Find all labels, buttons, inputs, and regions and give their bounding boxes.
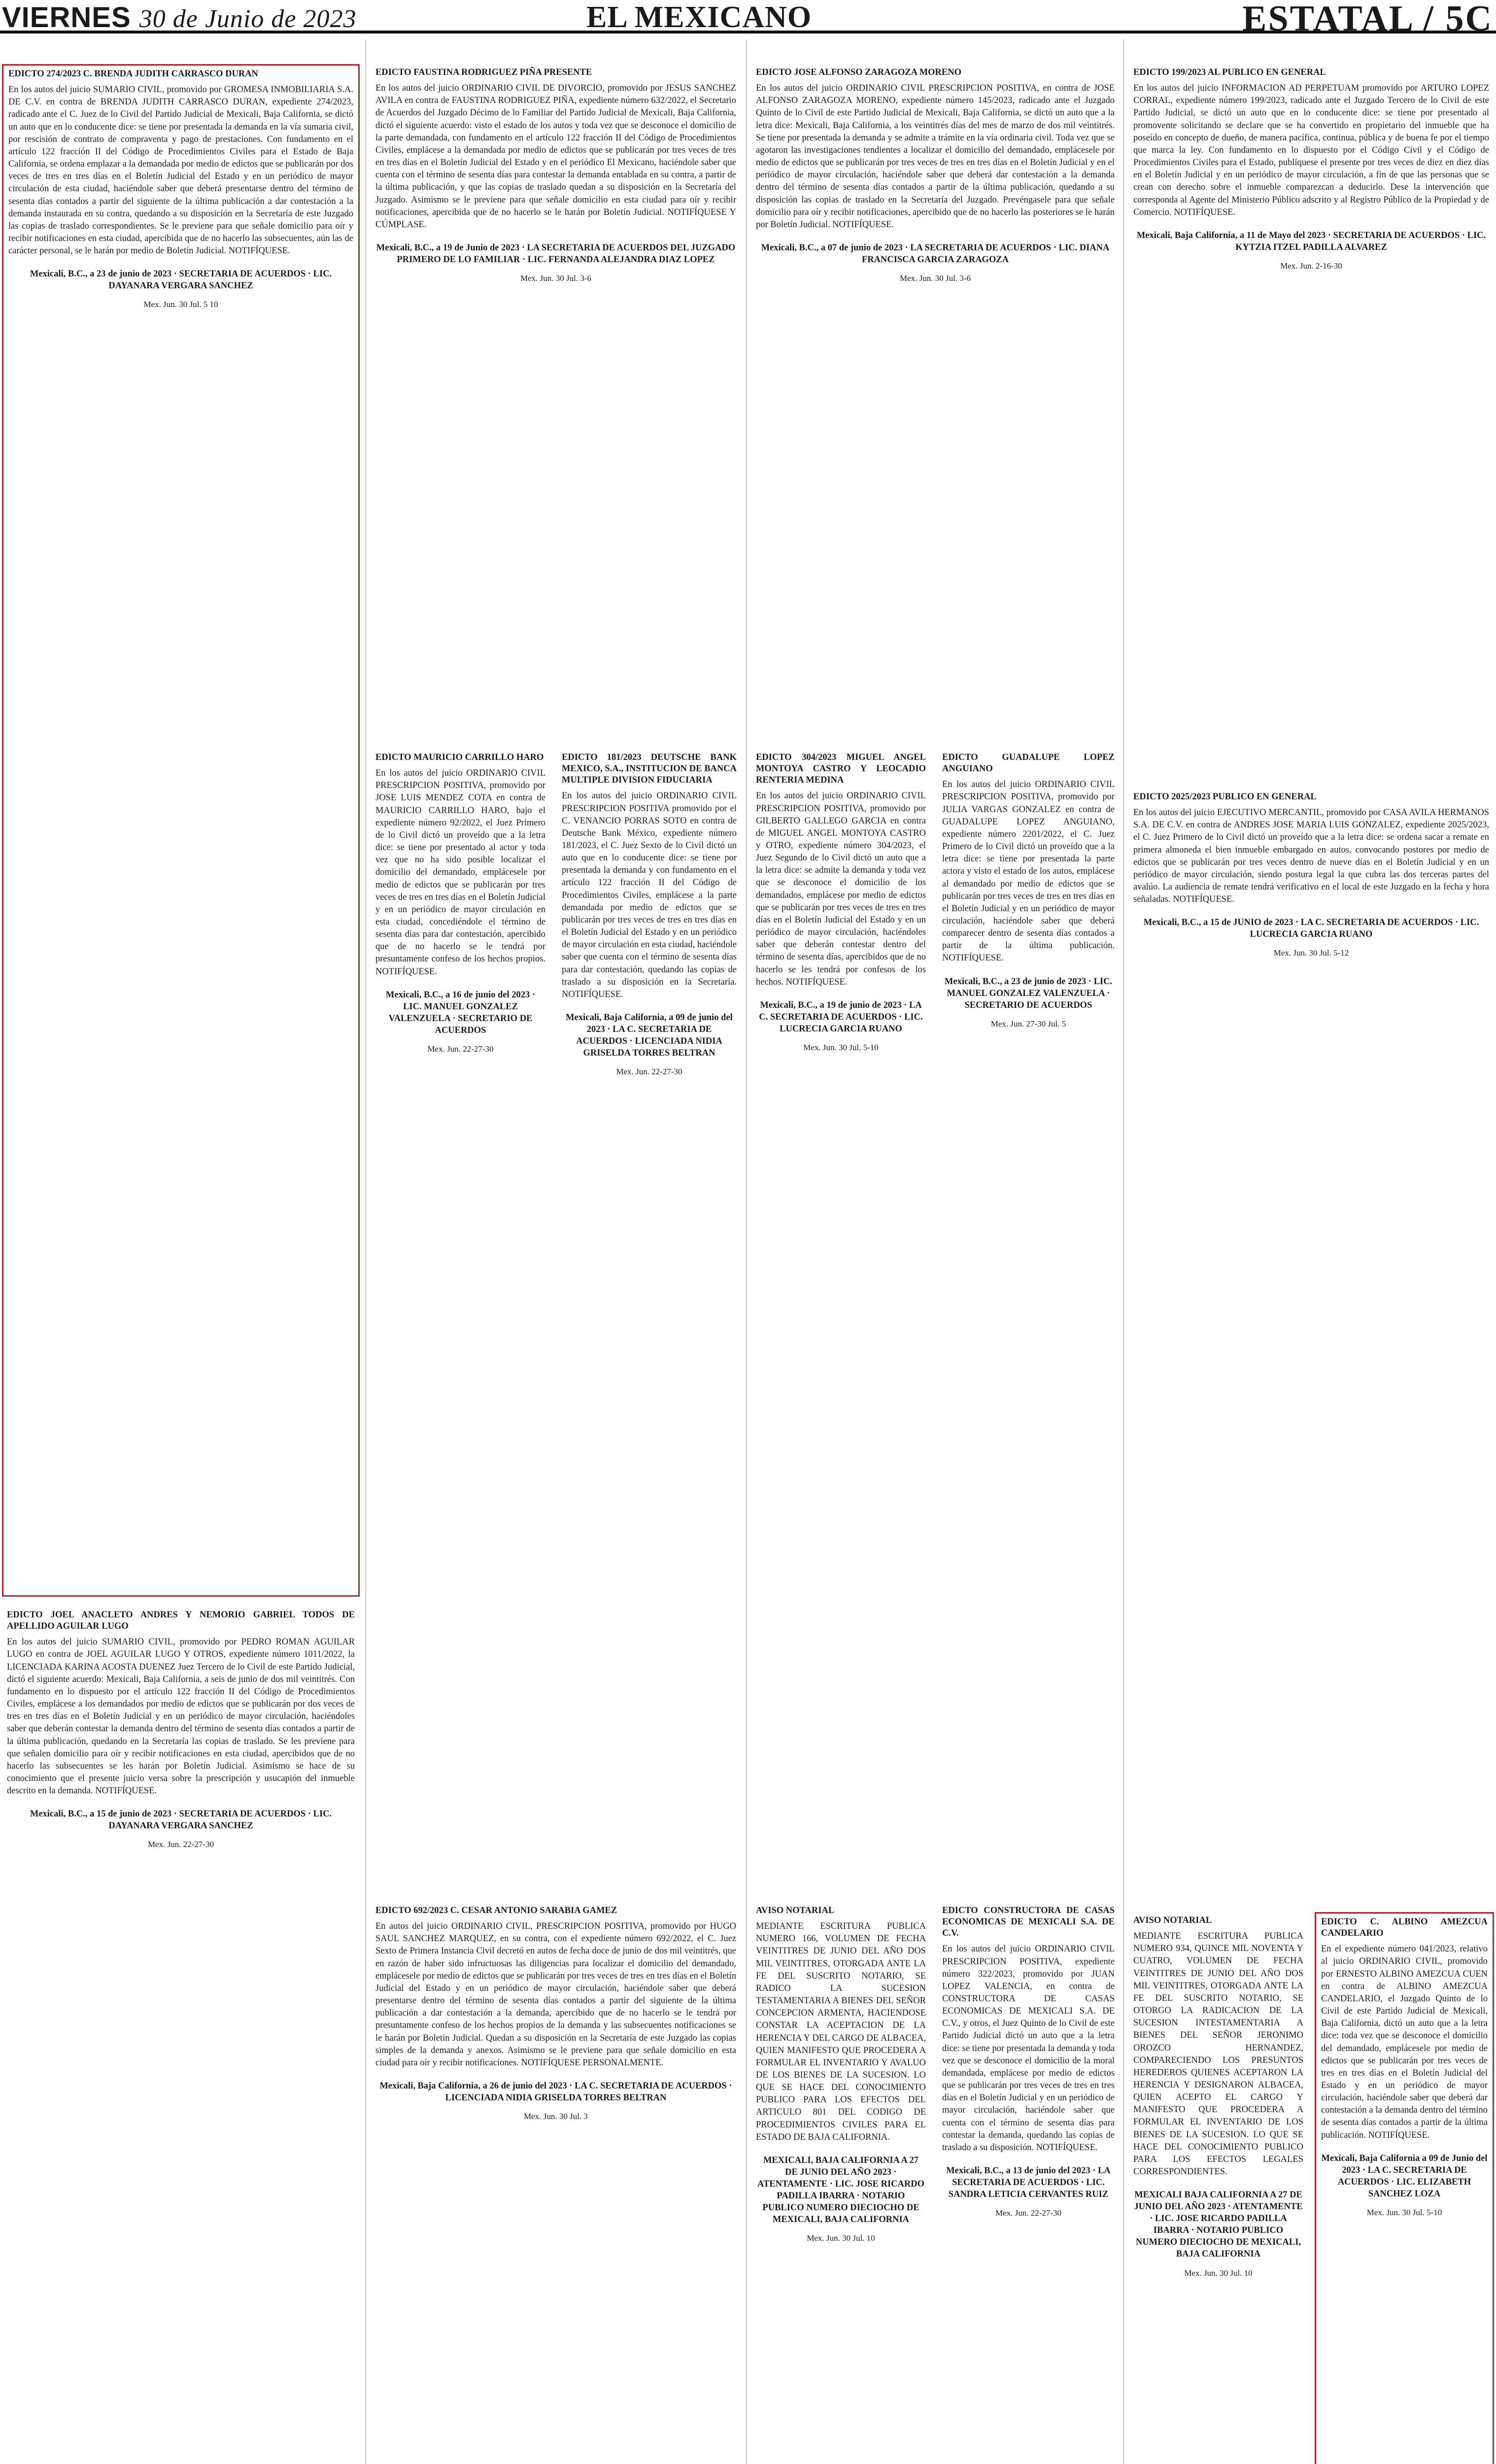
legal-notice <box>557 749 742 1892</box>
notice-signature: Mexicali, B.C., a 13 de junio del 2023 · LA SECRETARIA DE ACUERDOS · LIC. SANDRA LETICIA CERVANTES RUIZ <box>946 2166 1111 2200</box>
legal-notice <box>1128 1912 1308 2464</box>
notice-publication-dates: Mex. Jun. 30 Jul. 10 <box>1184 2268 1253 2278</box>
notice-body: MEDIANTE ESCRITURA PUBLICA NUMERO 934, QUINCE MIL NOVENTA Y CUATRO, VOLUMEN DE FECHA VEINTITRES DE JUNIO DEL AÑO DOS MIL VEINTITRES, OTORGADA ANTE LA FE DEL SUSCRITO NOTARIO, SE OTORGO LA RADICACION DE LA SUCESION INTESTAMENTARIA A BIENES DEL SEÑOR JERONIMO OROZCO HERNANDEZ, COMPARECIENDO LOS PRESUNTOS HEREDEROS QUIENES ACEPTARON LA HERENCIA Y DESIGNARON ALBACEA, QUIEN ACEPTO EL CARGO Y MANIFESTO QUE PROCEDERA A FORMULAR EL INVENTARIO DE LOS BIENES DE LA SUCESION. LO QUE SE HACE DEL CONOCIMIENTO PUBLICO PARA LOS EFECTOS LEGALES CORRESPONDIENTES. <box>1133 1931 1303 2177</box>
notice-title: EDICTO 199/2023 AL PUBLICO EN GENERAL <box>1133 68 1326 77</box>
legal-notice <box>937 749 1120 1892</box>
notice-body: En los autos del juicio INFORMACION AD PERPETUAM promovido por ARTURO LOPEZ CORRAL, expediente número 199/2023, radicado ante el Juzgado Tercero de lo Civil de este Partido Judicial, se dictó un auto que en lo conducente dice: se tiene por presentado al promovente solicitando se declare que se ha convertido en propietario del inmueble que ha poseído en concepto de dueño, de manera pacífica, continua, pública y de buena fe por el tiempo que marca la ley. Con fundamento en lo dispuesto por el Código Civil y el Código de Procedimientos Civiles para el Estado, publíquese el presente por tres veces de diez en diez días en el Boletín Judicial y en un periódico de mayor circulación, a fin de que las personas que se crean con derecho sobre el inmueble comparezcan a deducirlo. Dese la intervención que corresponda al Agente del Ministerio Público adscrito y al Registro Público de la Propiedad y de Comercio. NOTIFÍQUESE. <box>1133 83 1489 217</box>
legal-notice <box>2 64 360 1597</box>
notice-title: EDICTO GUADALUPE LOPEZ ANGUIANO <box>942 753 1115 774</box>
notice-signature: MEXICALI, BAJA CALIFORNIA A 27 DE JUNIO DEL AÑO 2023 · ATENTAMENTE · LIC. JOSE RICARDO PADILLA IBARRA · NOTARIO PUBLICO NUMERO DIECIOCHO DE MEXICALI, BAJA CALIFORNIA <box>757 2155 925 2225</box>
masthead-date <box>2 1 356 34</box>
notice-title: EDICTO 2025/2023 PUBLICO EN GENERAL <box>1133 792 1317 802</box>
notice-signature: Mexicali, B.C., a 15 de JUNIO de 2023 · LA C. SECRETARIA DE ACUERDOS · LIC. LUCRECIA GARCIA RUANO <box>1143 918 1479 940</box>
notice-publication-dates: Mex. Jun. 30 Jul. 5 10 <box>143 300 218 309</box>
notice-body: En los autos del juicio SUMARIO CIVIL, promovido por GROMESA INMOBILIARIA S.A. DE C.V. en contra de BRENDA JUDITH CARRASCO DURAN, expediente 274/2023, radicado ante el C. Juez de lo Civil del Partido Judicial de Mexicali, Baja California, se dictó un auto que en lo conducente dice: se tiene por presentada la demanda en la vía sumaria civil, por rescisión de contrato de compraventa y pago de prestaciones. Con fundamento en el artículo 122 fracción II del Código de Procedimientos Civiles para el Estado de Baja California, se ordena emplazar a la demandada por medio de edictos que se publicarán por dos veces de tres en tres días en el Boletín Judicial del Estado y en un periódico de mayor circulación de esta ciudad, haciéndole saber que deberá presentarse dentro del término de sesenta días contados a partir del siguiente de la última publicación a dar contestación a la demanda instaurada en su contra, quedando a su disposición en la Secretaría de este Juzgado las copias de traslado correspondientes. Se le previene para que señale domicilio para oír y recibir notificaciones en esta ciudad, apercibida que de no hacerlo las subsecuentes, aún las de carácter personal, se le harán por medio de Boletín Judicial. NOTIFÍQUESE. <box>8 85 353 256</box>
notice-publication-dates: Mex. Jun. 22-27-30 <box>995 2208 1062 2218</box>
legal-notice <box>751 1902 931 2464</box>
notice-publication-dates: Mex. Jun. 30 Jul. 3 <box>524 2112 588 2122</box>
notice-signature: Mexicali, B.C., a 16 de junio del 2023 · LIC. MANUEL GONZALEZ VALENZUELA · SECRETARIO DE ACUERDOS <box>385 990 536 1035</box>
notice-body: En los autos del juicio SUMARIO CIVIL, promovido por PEDRO ROMAN AGUILAR LUGO en contra de JOEL AGUILAR LUGO Y OTROS, expediente número 1011/2022, la LICENCIADA KARINA ACOSTA DUENEZ Juez Tercero de lo Civil de este Partido Judicial, dictó el siguiente acuerdo: Mexicali, Baja California, a seis de junio de dos mil veintitrés. Con fundamento en lo dispuesto por el artículo 122 fracción II del Código de Procedimientos Civiles, emplácese a los demandados por medio de edictos que se publicarán por dos veces de tres en tres días en el Boletín Judicial y en un periódico de mayor circulación, haciéndoles saber que deberán contestar la demanda dentro del término de sesenta días contados a partir de la última publicación, quedando en la Secretaría las copias de traslado. Se les previene para que señalen domicilio para oír y recibir notificaciones en esta ciudad, apercibidos que de no hacerlo las subsecuentes se les harán por Boletín Judicial. Asimismo se hace de su conocimiento que el presente juicio versa sobre la prescripción y usucapión del inmueble descrito en la demanda. NOTIFÍQUESE. <box>7 1637 355 1796</box>
notice-title: EDICTO 274/2023 C. BRENDA JUDITH CARRASCO DURAN <box>8 69 258 79</box>
column-rule <box>746 39 747 2464</box>
legal-notice <box>1128 64 1494 779</box>
notice-title: EDICTO 692/2023 C. CESAR ANTONIO SARABIA GAMEZ <box>375 1906 617 1916</box>
column-rule <box>1123 39 1124 2464</box>
notice-signature: Mexicali, B.C., a 15 de junio de 2023 · SECRETARIA DE ACUERDOS · LIC. DAYANARA VERGARA SANCHEZ <box>30 1809 332 1831</box>
notice-title: EDICTO JOSE ALFONSO ZARAGOZA MORENO <box>756 68 962 77</box>
notice-title: EDICTO FAUSTINA RODRIGUEZ PIÑA PRESENTE <box>375 68 592 77</box>
notice-publication-dates: Mex. Jun. 22-27-30 <box>616 1067 682 1077</box>
notice-publication-dates: Mex. Jun. 30 Jul. 10 <box>807 2233 875 2243</box>
notice-publication-dates: Mex. Jun. 30 Jul. 5-12 <box>1273 948 1349 958</box>
notice-signature: Mexicali, B.C., a 19 de Junio de 2023 · LA SECRETARIA DE ACUERDOS DEL JUZGADO PRIMERO DE LO FAMILIAR · LIC. FERNANDA ALEJANDRA DIAZ LOPEZ <box>376 243 736 265</box>
legal-notice <box>1315 1912 1494 2464</box>
masthead-day: VIERNES <box>2 1 131 34</box>
legal-notice <box>371 749 550 1892</box>
notice-signature: Mexicali, B.C., a 07 de junio de 2023 · LA SECRETARIA DE ACUERDOS · LIC. DIANA FRANCISCA GARCIA ZARAGOZA <box>761 243 1110 265</box>
notice-publication-dates: Mex. Jun. 2-16-30 <box>1280 261 1342 271</box>
legal-notice <box>751 64 1120 739</box>
masthead-paper-name: EL MEXICANO <box>586 0 812 34</box>
notice-publication-dates: Mex. Jun. 27-30 Jul. 5 <box>990 1019 1066 1028</box>
notice-body: En los autos del juicio EJECUTIVO MERCANTIL, promovido por CASA AVILA HERMANOS S.A. DE C.V. en contra de ANDRES JOSE MARIA LUIS GONZALEZ, expediente 2025/2023, el C. Juez Primero de lo Civil dictó un proveído que a la letra dice: se ordena sacar a remate en primera almoneda el bien inmueble embargado en autos, convocando postores por medio de edictos que se publicarán por tres veces dentro de nueve días en el Boletín Judicial y en un periódico de mayor circulación, siendo postura legal la que cubra las dos terceras partes del avalúo. La audiencia de remate tendrá verificativo en el local de este Juzgado en la fecha y hora señaladas. NOTIFÍQUESE. <box>1133 808 1489 905</box>
notice-title: EDICTO C. ALBINO AMEZCUA CANDELARIO <box>1321 1917 1488 1939</box>
notice-signature: Mexicali, Baja California, a 26 de junio del 2023 · LA C. SECRETARIA DE ACUERDOS · LICENCIADA NIDIA GRISELDA TORRES BELTRAN <box>379 2081 732 2103</box>
notice-signature: Mexicali, B.C., a 23 de junio de 2023 · LIC. MANUEL GONZALEZ VALENZUELA · SECRETARIO DE ACUERDOS <box>944 976 1113 1010</box>
notice-title: EDICTO MAURICIO CARRILLO HARO <box>375 753 544 762</box>
notice-body: MEDIANTE ESCRITURA PUBLICA NUMERO 166, VOLUMEN DE FECHA VEINTITRES DE JUNIO DEL AÑO DOS MIL VEINTITRES, OTORGADA ANTE LA FE DEL SUSCRITO NOTARIO, SE RADICO LA SUCESION TESTAMENTARIA A BIENES DEL SEÑOR CONCEPCION ARMENTA, HACIENDOSE CONSTAR LA ACEPTACION DE LA HERENCIA Y DEL CARGO DE ALBACEA, QUIEN MANIFESTO QUE PROCEDERA A FORMULAR EL INVENTARIO Y AVALUO DE LOS BIENES DE LA SUCESION. LO QUE SE HACE DEL CONOCIMIENTO PUBLICO PARA LOS EFECTOS DEL ARTICULO 801 DEL CODIGO DE PROCEDIMIENTOS CIVILES PARA EL ESTADO DE BAJA CALIFORNIA. <box>756 1921 926 2142</box>
notice-body: En los autos del juicio ORDINARIO CIVIL PRESCRIPCION POSITIVA promovido por el C. VENANCIO PORRAS SOTO en contra de Deutsche Bank México, expediente número 181/2023, el C. Juez Sexto de lo Civil dictó un auto que en lo conducente dice: se tiene por presentada la demanda y con fundamento en el artículo 122 fracción II del Código de Procedimientos Civiles, emplácese a la parte demandada por medio de edictos que se publicarán por tres veces de tres en tres días en el Boletín Judicial del Estado y en un periódico de mayor circulación en esta ciudad, haciéndole saber que cuenta con el término de sesenta días para dar contestación, quedando las copias de traslado a su disposición en la Secretaría. NOTIFÍQUESE. <box>562 791 737 999</box>
masthead-section: ESTATAL / 5C <box>1242 0 1493 39</box>
notice-publication-dates: Mex. Jun. 22-27-30 <box>147 1840 214 1849</box>
legal-notice <box>2 1607 360 2464</box>
legal-notice <box>371 1902 741 2464</box>
notice-title: EDICTO 181/2023 DEUTSCHE BANK MEXICO, S.A., INSTITUCION DE BANCA MULTIPLE DIVISION FIDUCIARIA <box>562 753 737 786</box>
notice-body: En los autos del juicio ORDINARIO CIVIL PRESCRIPCION POSITIVA, promovido por GILBERTO GALLEGO GARCIA en contra de MIGUEL ANGEL MONTOYA CASTRO y OTRO, expediente número 304/2023, el Juez Segundo de lo Civil dictó un auto que a la letra dice: se admite la demanda y toda vez que se desconoce el domicilio de los demandados, emplácese por medio de edictos que se publicarán por tres veces de tres en tres días en el Boletín Judicial del Estado y en un periódico de mayor circulación, haciéndoles saber que deberán contestar dentro del término de sesenta días, apercibidos que de no hacerlo se les tendrá por confesos de los hechos. NOTIFÍQUESE. <box>756 791 926 987</box>
legal-notice <box>371 64 741 739</box>
notice-signature: Mexicali, B.C., a 19 de junio de 2023 · LA C. SECRETARIA DE ACUERDOS · LIC. LUCRECIA GARCIA RUANO <box>759 1000 923 1034</box>
notice-body: En los autos del juicio ORDINARIO CIVIL PRESCRIPCION POSITIVA, promovido por JULIA VARGAS GONZALEZ en contra de GUADALUPE LOPEZ ANGUIANO, expediente número 2201/2022, el C. Juez Primero de lo Civil dictó un proveído que a la letra dice: se tiene por presentada la parte actora y visto el estado de los autos, emplácese al demandado por medio de edictos que se publicarán por tres veces de tres en tres días en el Boletín Judicial y en un periódico de mayor circulación, haciéndole saber que deberá comparecer dentro de sesenta días contados a partir de la última publicación. NOTIFÍQUESE. <box>942 780 1115 963</box>
notice-signature: Mexicali, Baja California, a 11 de Mayo del 2023 · SECRETARIA DE ACUERDOS · LIC. KYTZIA ITZEL PADILLA ALVAREZ <box>1136 230 1486 252</box>
notice-signature: MEXICALI BAJA CALIFORNIA A 27 DE JUNIO DEL AÑO 2023 · ATENTAMENTE · LIC. JOSE RICARDO PADILLA IBARRA · NOTARIO PUBLICO NUMERO DIECIOCHO DE MEXICALI, BAJA CALIFORNIA <box>1134 2190 1303 2259</box>
notice-body: En los autos del juicio ORDINARIO CIVIL PRESCRIPCION POSITIVA, en contra de JOSE ALFONSO ZARAGOZA MORENO, expediente número 145/2023, radicado ante el Juzgado Quinto de lo Civil de este Partido Judicial de Mexicali, Baja California, se dictó un auto que a la letra dice: Mexicali, Baja California, a los veintitrés días del mes de marzo de dos mil veintitrés. Se tiene por presentada la demanda y se admite a trámite en la vía ordinaria civil. Toda vez que se agotaron las investigaciones tendientes a localizar el domicilio del demandado, emplácesele por medio de edictos que se publicarán por tres veces de tres en tres días en el Boletín Judicial y en el periódico de mayor circulación, haciéndole saber que deberá dar contestación a la demanda dentro del término de sesenta días contados a partir de la última publicación, quedando a su disposición las copias de traslado en la Secretaría del Juzgado. Prevéngasele para que señale domicilio para oír y recibir notificaciones, apercibido que de no hacerlo las posteriores se le harán por Boletín Judicial. NOTIFÍQUESE. <box>756 83 1115 230</box>
notice-body: En los autos del juicio ORDINARIO CIVIL PRESCRIPCION POSITIVA, promovido por JOSE LUIS MENDEZ COTA en contra de MAURICIO CARRILLO HARO, bajo el expediente número 92/2022, el Juez Primero de lo Civil dictó un proveído que a la letra dice: se tiene por presentado al actor y toda vez que no ha sido posible localizar el domicilio del demandado, emplácesele por medio de edictos que se publicarán por tres veces de tres en tres días en el Boletín Judicial y en un periódico de mayor circulación en esta ciudad, concediéndole el término de sesenta días para dar contestación, apercibido que de no hacerlo se le tendrá por presuntamente confeso de los hechos propios. NOTIFÍQUESE. <box>375 768 545 977</box>
notice-title: EDICTO CONSTRUCTORA DE CASAS ECONOMICAS DE MEXICALI S.A. DE C.V. <box>942 1906 1115 1939</box>
notice-signature: Mexicali, B.C., a 23 de junio de 2023 · SECRETARIA DE ACUERDOS · LIC. DAYANARA VERGARA SANCHEZ <box>30 269 332 291</box>
notice-publication-dates: Mex. Jun. 30 Jul. 3-6 <box>899 274 971 283</box>
notice-signature: Mexicali, Baja California, a 09 de junio del 2023 · LA C. SECRETARIA DE ACUERDOS · LICENCIADA NIDIA GRISELDA TORRES BELTRAN <box>566 1013 733 1059</box>
legal-notice <box>1128 788 1494 1902</box>
masthead-date-text: 30 de Junio de 2023 <box>139 5 357 33</box>
notice-publication-dates: Mex. Jun. 30 Jul. 3-6 <box>520 274 592 283</box>
notice-body: En el expediente número 041/2023, relativo al juicio ORDINARIO CIVIL, promovido por ERNESTO ALBINO AMEZCUA CUEN en contra de ALBINO AMEZCUA CANDELARIO, el Juzgado Quinto de lo Civil de este Partido Judicial de Mexicali, Baja California, dictó un auto que a la letra dice: toda vez que se desconoce el domicilio del demandado, emplácesele por medio de edictos que se publicarán por tres veces de tres en tres días en el Boletín Judicial del Estado y en un periódico de mayor circulación, haciéndole saber que deberá dar contestación a la demanda dentro del término de sesenta días contados a partir de la última publicación. NOTIFÍQUESE. <box>1321 1944 1488 2140</box>
notice-title: EDICTO JOEL ANACLETO ANDRES Y NEMORIO GABRIEL TODOS DE APELLIDO AGUILAR LUGO <box>7 1610 355 1632</box>
notice-body: En los autos del juicio ORDINARIO CIVIL PRESCRIPCION POSITIVA, expediente número 322/2023, promovido por JUAN LOPEZ VALENCIA, en contra de CONSTRUCTORA DE CASAS ECONOMICAS DE MEXICALI S.A. DE C.V., y otros, el Juez Quinto de lo Civil de este Partido Judicial dictó un auto que a la letra dice: se tiene por presentada la demanda y toda vez que se desconoce el domicilio de la moral demandada, emplácese por medio de edictos que se publicarán por tres veces de tres en tres días en el Boletín Judicial y en un periódico de mayor circulación, haciéndole saber que cuenta con el término de sesenta días para contestar la demanda, quedando las copias de traslado a su disposición. NOTIFÍQUESE. <box>942 1944 1115 2153</box>
notice-title: AVISO NOTARIAL <box>1133 1916 1212 1925</box>
notice-body: En autos del juicio ORDINARIO CIVIL, PRESCRIPCION POSITIVA, promovido por HUGO SAUL SANCHEZ MARQUEZ, en su contra, con el expediente número 692/2022, el C. Juez Sexto de Primera Instancia Civil decretó en autos de fecha doce de junio de dos mil veintitrés, que en razón de haber sido infructuosas las diligencias para localizar el domicilio del demandado, emplácesele por medio de edictos que se publicarán por tres veces de tres en tres días en el Boletín Judicial del Estado y en un periódico de mayor circulación, haciéndole saber que deberá presentarse dentro del término de sesenta días contados a partir del siguiente de la última publicación a dar contestación a la demanda, apercibido que de no hacerlo se le tendrá por presuntamente confeso de los hechos propios de la demanda y las subsecuentes notificaciones se le harán por Boletín Judicial. Quedan a su disposición en la Secretaría de este Juzgado las copias simples de la demanda y anexos. Asimismo se le previene para que señale domicilio en esta ciudad para oír y recibir notificaciones. NOTIFÍQUESE PERSONALMENTE. <box>375 1921 736 2068</box>
notice-title: AVISO NOTARIAL <box>756 1906 835 1916</box>
notice-body: En los autos del juicio ORDINARIO CIVIL DE DIVORCIO, promovido por JESUS SANCHEZ AVILA en contra de FAUSTINA RODRIGUEZ PIÑA, expediente número 632/2022, el Secretario de Acuerdos del Juzgado Décimo de lo Familiar del Partido Judicial de Mexicali, Baja California, dictó el siguiente acuerdo: visto el estado de los autos y toda vez que se desconoce el domicilio de la parte demandada, con fundamento en el artículo 122 fracción II del Código de Procedimientos Civiles, emplácese a la demandada por medio de edictos que se publicarán por tres veces de tres en tres días en el Boletín Judicial del Estado y en el periódico El Mexicano, haciéndole saber que cuenta con el término de sesenta días para contestar la demanda entablada en su contra, a partir de la última publicación, y que las copias de traslado quedan a su disposición en la Secretaría del Juzgado. Asimismo se le previene para que señale domicilio en esta ciudad para oír y recibir notificaciones, apercibida que de no hacerlo se le harán por Boletín Judicial. NOTIFÍQUESE Y CÚMPLASE. <box>375 83 736 230</box>
legal-notice <box>751 749 931 1892</box>
notice-publication-dates: Mex. Jun. 22-27-30 <box>427 1044 494 1054</box>
notice-publication-dates: Mex. Jun. 30 Jul. 5-10 <box>803 1043 879 1053</box>
notice-title: EDICTO 304/2023 MIGUEL ANGEL MONTOYA CASTRO Y LEOCADIO RENTERIA MEDINA <box>756 753 926 786</box>
notice-publication-dates: Mex. Jun. 30 Jul. 5-10 <box>1366 2207 1442 2217</box>
legal-notice <box>937 1902 1120 2464</box>
masthead <box>0 0 1496 39</box>
notice-signature: Mexicali, Baja California a 09 de Junio del 2023 · LA C. SECRETARIA DE ACUERDOS · LIC. ELIZABETH SANCHEZ LOZA <box>1321 2153 1488 2199</box>
